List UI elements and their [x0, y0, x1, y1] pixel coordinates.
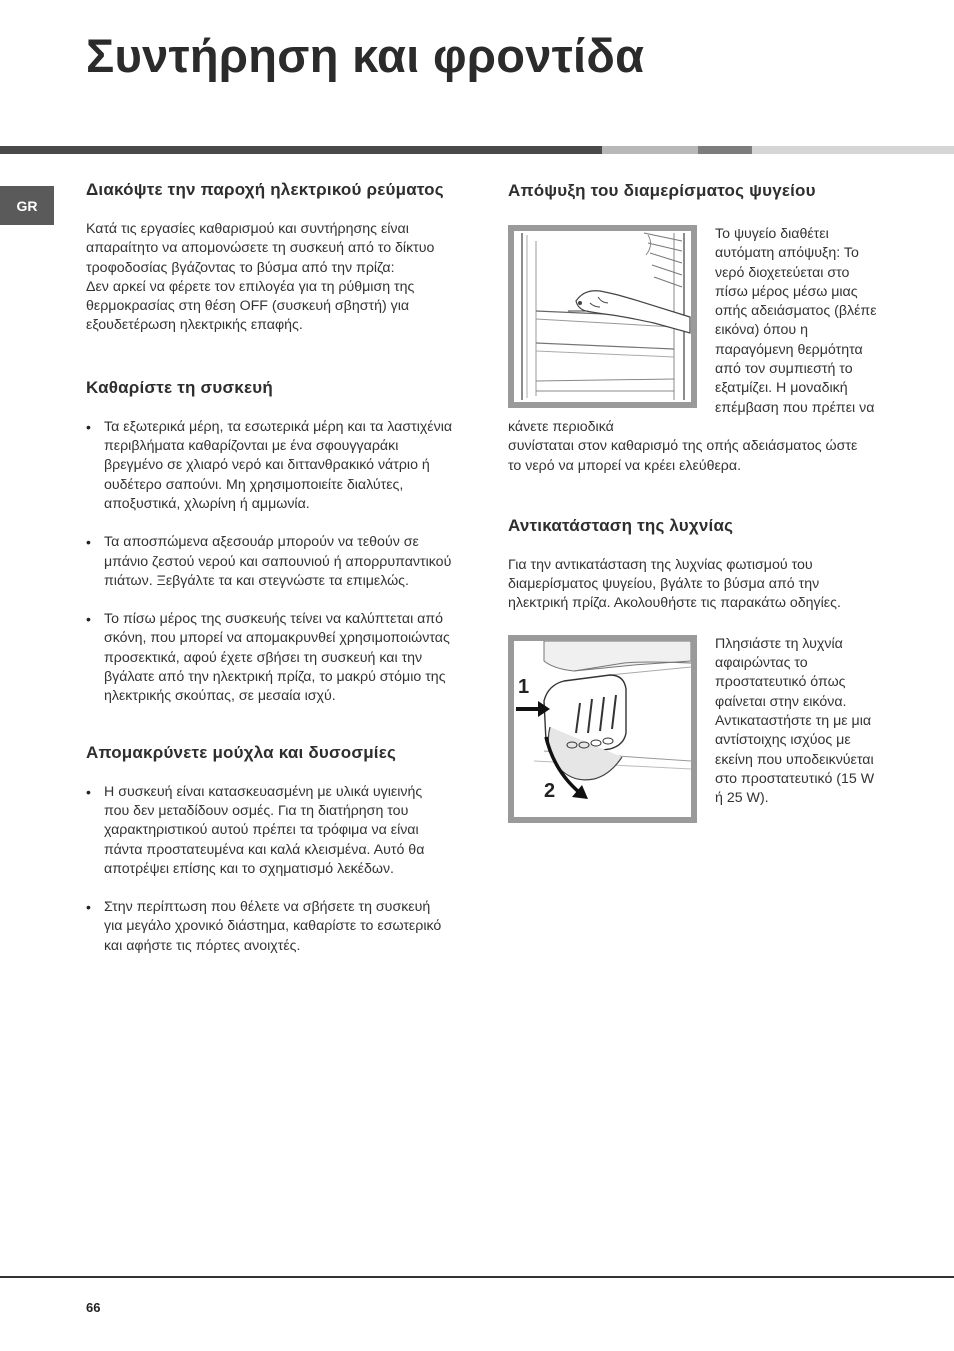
text-line: από τον συμπιεστή το — [715, 361, 853, 378]
text-line: προστατευτικό όπως — [715, 674, 846, 691]
text-line: εικόνα) όπου η — [715, 322, 809, 339]
text-line: ουδέτερο σαπούνι. Μη χρησιμοποιείτε διαλύτες, — [104, 476, 404, 493]
text-line: ηλεκτρική πρίζα. Ακολουθήστε τις παρακάτω οδηγίες. — [508, 595, 841, 612]
section-heading-defrost: Απόψυξη του διαμερίσματος ψυγείου — [508, 181, 816, 200]
text-line: εξατμίζει. Η μοναδική — [715, 380, 848, 397]
header-divider-light — [602, 146, 698, 154]
text-line: Πλησιάστε τη λυχνία — [715, 635, 843, 652]
text-line: απαραίτητο να απομονώσετε τη συσκευή από το δίκτυο — [86, 240, 435, 257]
step-label-2: 2 — [544, 779, 556, 802]
text-line: το νερό να μπορεί να κρέει ελεύθερα. — [508, 457, 742, 474]
text-line: κάνετε περιοδικά — [508, 418, 614, 435]
bullet-item: • Η συσκευή είναι κατασκευασμένη με υλικά υγιεινής που δεν μεταδίδουν οσμές. Για τη διατήρηση του χαρακτηριστικού αυτού πρέπει τα τρόφιμα να είναι πάντα προστατευμένα και καλά κλεισμένα. Αυτό θα αποτρέψει επίσης και το σχηματισμό λεκέδων. — [86, 783, 425, 877]
text-line: χαρακτηριστικού αυτού πρέπει τα τρόφιμα να είναι — [104, 822, 419, 839]
bullet-item: • Τα εξωτερικά μέρη, τα εσωτερικά μέρη και τα λαστιχένια περιβλήματα καθαρίζονται με ένα σφουγγαράκι βρεγμένο σε χλιαρό νερό και διττανθρακικό νάτριο ή ουδέτερο σαπούνι. Μη χρησιμοποιείτε διαλύτες, αποξυστικά, χλωρίνη ή αμμωνία. — [86, 418, 453, 512]
text-line: πίσω μέρος μέσω μιας — [715, 283, 858, 300]
text-line: συνίσταται στον καθαρισμό της οπής αδειάσματος ώστε — [508, 438, 858, 455]
text-line: πιάτων. Ξεβγάλτε τα και στεγνώστε τα επιμελώς. — [104, 572, 409, 589]
text-line: τροφοδοσίας βγάζοντας το βύσμα από την πρίζα: — [86, 259, 395, 276]
bullet-item: • Στην περίπτωση που θέλετε να σβήσετε τη συσκευή για μεγάλο χρονικό διάστημα, καθαρίστε το εσωτερικό και αφήστε τις πόρτες ανοιχτές. — [86, 899, 442, 954]
paragraph-power — [86, 220, 478, 336]
text-line: Αντικαταστήστε τη με μια — [715, 712, 872, 729]
text-line: Κατά τις εργασίες καθαρισμού και συντήρησης είναι — [86, 221, 409, 237]
text-line: στο προστατευτικό (15 W — [715, 770, 875, 787]
text-line: Τα αποσπώμενα αξεσουάρ μπορούν να τεθούν σε — [104, 534, 419, 551]
bullet-item: • Το πίσω μέρος της συσκευής τείνει να καλύπτεται από σκόνη, που μπορεί να απομακρυνθεί χρησιμοποιώντας προσεκτικά, αφού έχετε σβήσει τη συσκευή και την βγάλατε από την ηλεκτρική πρίζα, το μακρύ στόμιο της ηλεκτρικής σκούπας, σε μεσαία ισχύ. — [86, 611, 450, 705]
text-line: Το πίσω μέρος της συσκευής τείνει να καλύπτεται από — [104, 611, 444, 628]
text-line: ή 25 W). — [715, 790, 769, 807]
text-line: οπής αδειάσματος (βλέπε — [715, 303, 877, 320]
footer-divider — [0, 1276, 954, 1278]
lamp-cover-icon — [514, 641, 691, 817]
text-line: αποτρέψει επίσης και το σχηματισμό λεκέδων. — [104, 860, 394, 877]
fridge-drain-icon — [514, 231, 691, 402]
section-heading-power: Διακόψτε την παροχή ηλεκτρικού ρεύματος — [86, 180, 444, 199]
bullet-item: • Τα αποσπώμενα αξεσουάρ μπορούν να τεθούν σε μπάνιο ζεστού νερού και σαπουνιού ή απορρυπαντικού πιάτων. Ξεβγάλτε τα και στεγνώστε τα επιμελώς. — [86, 534, 452, 589]
text-line: θερμοκρασίας στη θέση OFF (συσκευή σβηστή) για — [86, 298, 410, 315]
text-line: επέμβαση που πρέπει να — [715, 399, 875, 416]
text-line: αφαιρώντας το — [715, 655, 808, 672]
header-divider-mid — [698, 146, 752, 154]
text-line: Τα εξωτερικά μέρη, τα εσωτερικά μέρη και τα λαστιχένια — [104, 418, 453, 435]
text-line: ηλεκτρικής σκούπας, σε μεσαία ισχύ. — [104, 688, 336, 705]
left-column — [86, 180, 478, 956]
text-line: αποξυστικά, χλωρίνη ή αμμωνία. — [104, 495, 310, 512]
text-line: περιβλήματα καθαρίζονται με ένα σφουγγαράκι — [104, 438, 399, 455]
language-tab: GR — [0, 186, 54, 225]
section-heading-mould: Απομακρύνετε μούχλα και δυσοσμίες — [86, 742, 397, 762]
defrost-illustration — [508, 225, 697, 408]
text-line: Η συσκευή είναι κατασκευασμένη με υλικά υγιεινής — [104, 783, 423, 800]
header-divider-pale — [752, 146, 954, 154]
text-line: Το ψυγείο διαθέτει — [715, 226, 829, 242]
text-line: βγάλατε από την ηλεκτρική πρίζα, το μακρύ στόμιο της — [104, 669, 446, 686]
step-label-1: 1 — [518, 675, 530, 698]
page-number: 66 — [86, 1300, 101, 1315]
text-line: για μεγάλο χρονικό διάστημα, καθαρίστε το εσωτερικό — [104, 918, 442, 935]
lamp-illustration — [508, 635, 697, 823]
text-line: Για την αντικατάσταση της λυχνίας φωτισμού του — [508, 556, 813, 573]
text-line: βρεγμένο σε χλιαρό νερό και διττανθρακικό νάτριο ή — [104, 457, 430, 474]
text-line: εκείνη που υποδεικνύεται — [715, 751, 874, 768]
text-line: μπάνιο ζεστού νερού και σαπουνιού ή απορρυπαντικού — [104, 553, 452, 570]
text-line: Δεν αρκεί να φέρετε τον επιλογέα για τη ρύθμιση της — [86, 278, 415, 295]
right-column — [508, 181, 898, 827]
text-line: προσεκτικά, αφού έχετε σβήσει τη συσκευή και την — [104, 649, 423, 666]
text-line: εξουδετέρωση ηλεκτρικής επαφής. — [86, 317, 303, 334]
paragraph-defrost-full — [508, 437, 898, 476]
section-heading-lamp: Αντικατάσταση της λυχνίας — [508, 515, 734, 535]
header-divider-dark — [0, 146, 602, 154]
text-line: φαίνεται στην εικόνα. — [715, 693, 847, 710]
text-line: πάντα προστατευμένα και καλά κλεισμένα. Αυτό θα — [104, 841, 425, 858]
text-line: που δεν μεταδίδουν οσμές. Για τη διατήρηση του — [104, 802, 409, 819]
text-line: Στην περίπτωση που θέλετε να σβήσετε τη συσκευή — [104, 899, 431, 916]
text-line: νερό διοχετεύεται στο — [715, 264, 850, 281]
section-heading-cleaning: Καθαρίστε τη συσκευή — [86, 377, 273, 397]
page-title: Συντήρηση και φροντίδα — [86, 29, 645, 82]
text-line: και αφήστε τις πόρτες ανοιχτές. — [104, 937, 301, 954]
text-line: αυτόματη απόψυξη: Το — [715, 245, 859, 262]
text-line: διαμερίσματος ψυγείου, βγάλτε το βύσμα από την — [508, 576, 820, 593]
text-line: σκόνη, που μπορεί να απομακρυνθεί χρησιμοποιώντας — [104, 630, 450, 647]
text-line: παραγόμενη θερμότητα — [715, 341, 863, 358]
text-line: αντίστοιχης ισχύος με — [715, 732, 851, 749]
paragraph-lamp — [508, 556, 898, 614]
